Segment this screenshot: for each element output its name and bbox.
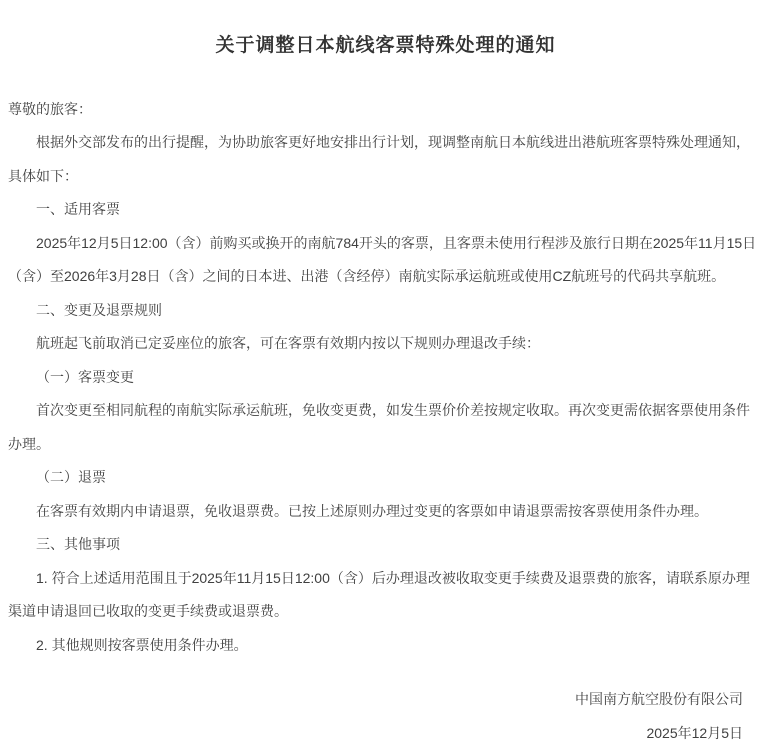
subsection-1-paragraph-change-rules: 首次变更至相同航程的南航实际承运航班，免收变更费，如发生票价价差按规定收取。再次变更需依据客票使用条件办理。: [8, 402, 750, 452]
section-1-heading: 一、适用客票: [36, 201, 120, 218]
notice-body: [8, 93, 763, 663]
subsection-1-heading-ticket-change: （一）客票变更: [36, 368, 134, 385]
signature-date: 2025年12月5日: [646, 724, 743, 741]
section-3-item-2: 2. 其他规则按客票使用条件办理。: [36, 636, 248, 653]
salutation: 尊敬的旅客：: [8, 100, 92, 117]
signature-block: [8, 683, 763, 750]
page-title: 关于调整日本航线客票特殊处理的通知: [215, 34, 556, 56]
section-2-heading: 二、变更及退票规则: [36, 301, 162, 318]
paragraph-intro: 根据外交部发布的出行提醒，为协助旅客更好地安排出行计划，现调整南航日本航线进出港航班客票特殊处理通知，具体如下：: [8, 134, 750, 184]
signature-company: 中国南方航空股份有限公司: [575, 691, 743, 708]
section-2-paragraph-intro: 航班起飞前取消已定妥座位的旅客，可在客票有效期内按以下规则办理退改手续：: [36, 335, 540, 352]
subsection-2-paragraph-refund-rules: 在客票有效期内申请退票，免收退票费。已按上述原则办理过变更的客票如申请退票需按客票使用条件办理。: [36, 502, 708, 519]
notice-document: [0, 13, 771, 741]
section-3-heading: 三、其他事项: [36, 536, 120, 553]
section-3-item-1: 1. 符合上述适用范围且于2025年11月15日12:00（含）后办理退改被收取变更手续费及退票费的旅客，请联系原办理渠道申请退回已收取的变更手续费或退票费。: [8, 569, 750, 620]
section-1-paragraph-applicable-tickets: 2025年12月5日12:00（含）前购买或换开的南航784开头的客票，且客票未使用行程涉及旅行日期在2025年11月15日（含）至2026年3月28日（含）之间的日本进、出港（含经停）南航实际承运航班或使用CZ航班号的代码共享航班。: [8, 234, 757, 285]
subsection-2-heading-refund: （二）退票: [36, 469, 106, 486]
